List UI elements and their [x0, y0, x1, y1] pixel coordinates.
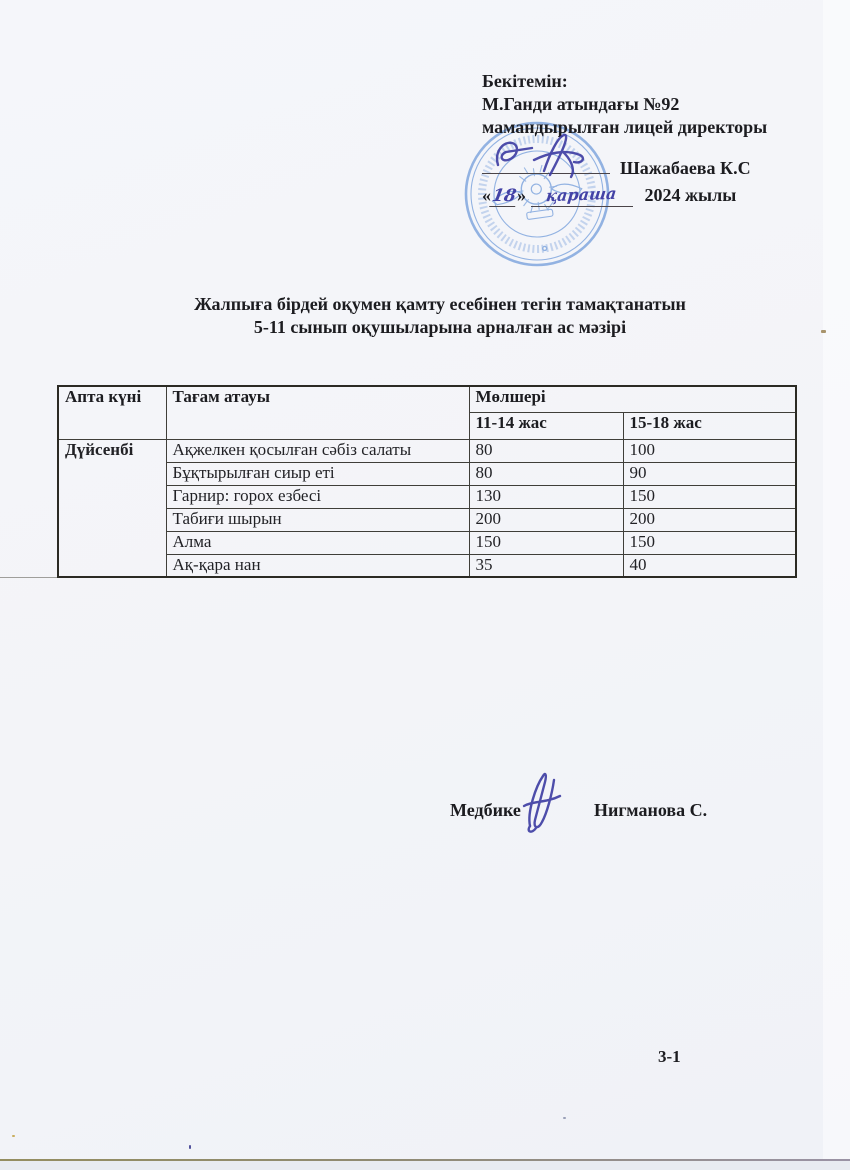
nurse-signature-icon	[516, 770, 570, 834]
dish-cell: Гарнир: горох езбесі	[166, 485, 469, 508]
scan-bright-strip	[823, 0, 850, 1160]
scan-speck	[12, 1135, 15, 1137]
document-title	[90, 293, 790, 339]
table-row	[58, 531, 796, 554]
approval-date-row	[482, 184, 822, 210]
amount-11-14-cell: 35	[469, 554, 623, 577]
amount-15-18-cell: 150	[623, 531, 796, 554]
director-signature-icon	[488, 131, 614, 179]
table-row	[58, 508, 796, 531]
amount-11-14-cell: 80	[469, 462, 623, 485]
table-row	[58, 485, 796, 508]
approval-line-2: М.Ганди атындағы №92	[482, 94, 680, 114]
table-row	[58, 462, 796, 485]
title-line-1: Жалпыға бірдей оқумен қамту есебінен тегін тамақтанатын	[194, 294, 686, 314]
quote-close: »	[517, 185, 526, 205]
title-line-2: 5-11 сынып оқушыларына арналған ас мәзірі	[253, 317, 627, 337]
dish-cell: Бұқтырылған сиыр еті	[166, 462, 469, 485]
header-age-11-14: 11-14 жас	[469, 412, 623, 439]
header-amount: Мөлшері	[469, 386, 796, 412]
scan-line-artifact	[0, 577, 57, 578]
amount-11-14-cell: 200	[469, 508, 623, 531]
year-label: 2024 жылы	[644, 185, 737, 205]
amount-15-18-cell: 150	[623, 485, 796, 508]
month-blank-line	[531, 184, 633, 207]
amount-15-18-cell: 100	[623, 439, 796, 462]
director-signature-row	[482, 153, 822, 179]
approval-block	[482, 70, 822, 210]
approval-line-3: мамандырылған лицей директоры	[482, 117, 768, 137]
menu-table	[57, 385, 797, 578]
dish-cell: Ақ-қара нан	[166, 554, 469, 577]
header-age-15-18: 15-18 жас	[623, 412, 796, 439]
director-name: Шажабаева К.С	[620, 158, 751, 178]
amount-11-14-cell: 80	[469, 439, 623, 462]
handwritten-day: 18	[490, 186, 518, 206]
day-cell: Дүйсенбі	[58, 439, 166, 577]
table-row	[58, 554, 796, 577]
header-dish: Тағам атауы	[166, 386, 469, 439]
header-day: Апта күні	[58, 386, 166, 439]
page-number: 3-1	[658, 1047, 681, 1066]
amount-15-18-cell: 200	[623, 508, 796, 531]
handwritten-month: қараша	[545, 183, 618, 206]
dish-cell: Табиғи шырын	[166, 508, 469, 531]
dish-cell: Алма	[166, 531, 469, 554]
amount-15-18-cell: 90	[623, 462, 796, 485]
amount-11-14-cell: 130	[469, 485, 623, 508]
scan-speck	[189, 1145, 191, 1149]
nurse-name: Нигманова С.	[594, 800, 708, 820]
dish-cell: Ақжелкен қосылған сәбіз салаты	[166, 439, 469, 462]
table-row	[58, 439, 796, 462]
scan-speck	[563, 1117, 566, 1119]
approval-line-1: Бекітемін:	[482, 71, 568, 91]
quote-open: «	[482, 185, 491, 205]
scan-speck	[821, 330, 826, 333]
amount-15-18-cell: 40	[623, 554, 796, 577]
nurse-role-label: Медбике	[450, 800, 521, 820]
scan-edge-strip	[0, 1161, 850, 1170]
amount-11-14-cell: 150	[469, 531, 623, 554]
